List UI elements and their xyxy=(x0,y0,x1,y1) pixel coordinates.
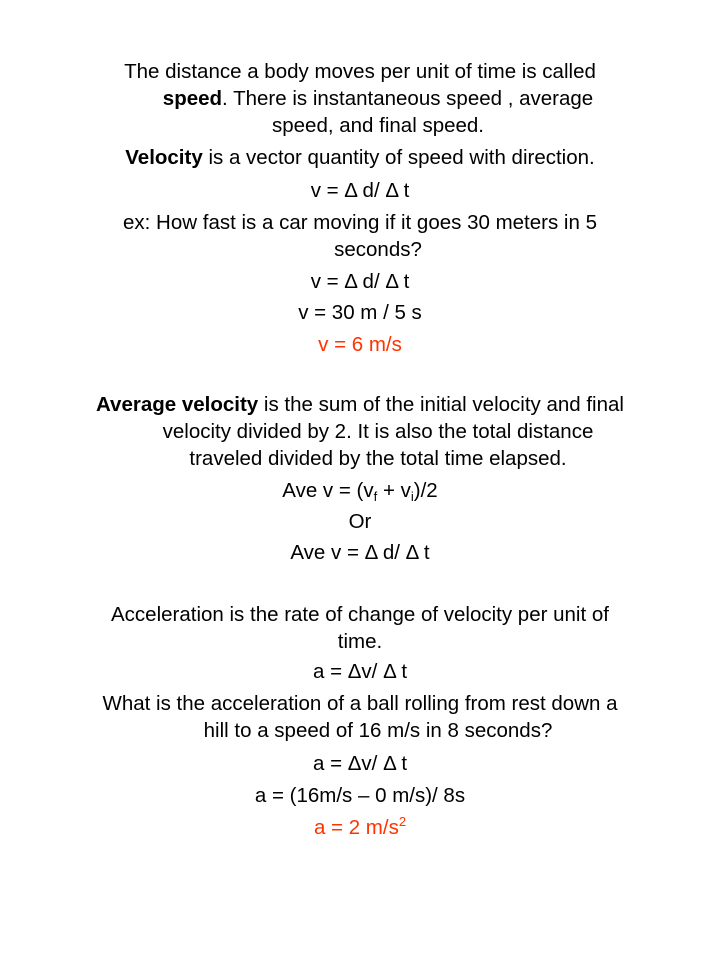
acceleration-question-line-1: What is the acceleration of a ball rolling from rest down a xyxy=(102,692,618,715)
acceleration-definition-line-2: time. xyxy=(337,630,383,653)
speed-definition-continuation: . There is instantaneous speed , average xyxy=(222,87,594,110)
or-text: Or xyxy=(348,510,372,533)
velocity-definition xyxy=(0,146,720,170)
example-answer: v = 6 m/s xyxy=(318,333,402,356)
average-velocity-text: is the sum of the initial velocity and final xyxy=(258,393,624,416)
acceleration-step-substitution: a = (16m/s – 0 m/s)/ 8s xyxy=(254,784,466,807)
acceleration-definition-line-1: Acceleration is the rate of change of velocity per unit of xyxy=(111,603,609,626)
example-question-line-1: ex: How fast is a car moving if it goes 30 meters in 5 xyxy=(123,211,597,234)
average-formula-prefix: Ave v = (v xyxy=(282,479,374,502)
velocity-formula: v = Δ d/ Δ t xyxy=(310,179,410,202)
average-formula-suffix: )/2 xyxy=(413,479,438,502)
acceleration-answer xyxy=(0,816,720,840)
speed-definition-line-3 xyxy=(18,114,720,138)
speed-definition-line-1 xyxy=(0,60,720,84)
speed-definition-text: The distance a body moves per unit of time is called xyxy=(124,60,596,83)
squared-exponent: 2 xyxy=(398,814,407,829)
average-velocity-line-3: traveled divided by the total time elapsed. xyxy=(189,447,567,470)
average-velocity-term: Average velocity xyxy=(96,393,259,416)
average-velocity-line-2: velocity divided by 2. It is also the total distance xyxy=(162,420,594,443)
example-step-substitution: v = 30 m / 5 s xyxy=(298,301,422,324)
velocity-term: Velocity xyxy=(125,146,203,169)
average-velocity-formula-alt: Ave v = Δ d/ Δ t xyxy=(290,541,430,564)
final-subscript: f xyxy=(373,489,378,504)
acceleration-question-line-2: hill to a speed of 16 m/s in 8 seconds? xyxy=(203,719,553,742)
velocity-definition-text: is a vector quantity of speed with direction. xyxy=(202,146,595,169)
acceleration-step-formula: a = Δv/ Δ t xyxy=(312,752,408,775)
average-velocity-line-1 xyxy=(0,393,720,417)
average-formula-middle: + v xyxy=(377,479,411,502)
initial-subscript: i xyxy=(410,489,414,504)
example-question-line-2: seconds? xyxy=(334,238,422,261)
speed-types-text: speed, and final speed. xyxy=(272,114,484,137)
acceleration-answer-text: a = 2 m/s xyxy=(313,816,399,839)
speed-definition-line-2 xyxy=(18,87,720,111)
acceleration-formula: a = Δv/ Δ t xyxy=(312,660,408,683)
average-velocity-formula xyxy=(0,479,720,503)
speed-term: speed xyxy=(162,87,223,110)
example-step-formula: v = Δ d/ Δ t xyxy=(310,270,410,293)
